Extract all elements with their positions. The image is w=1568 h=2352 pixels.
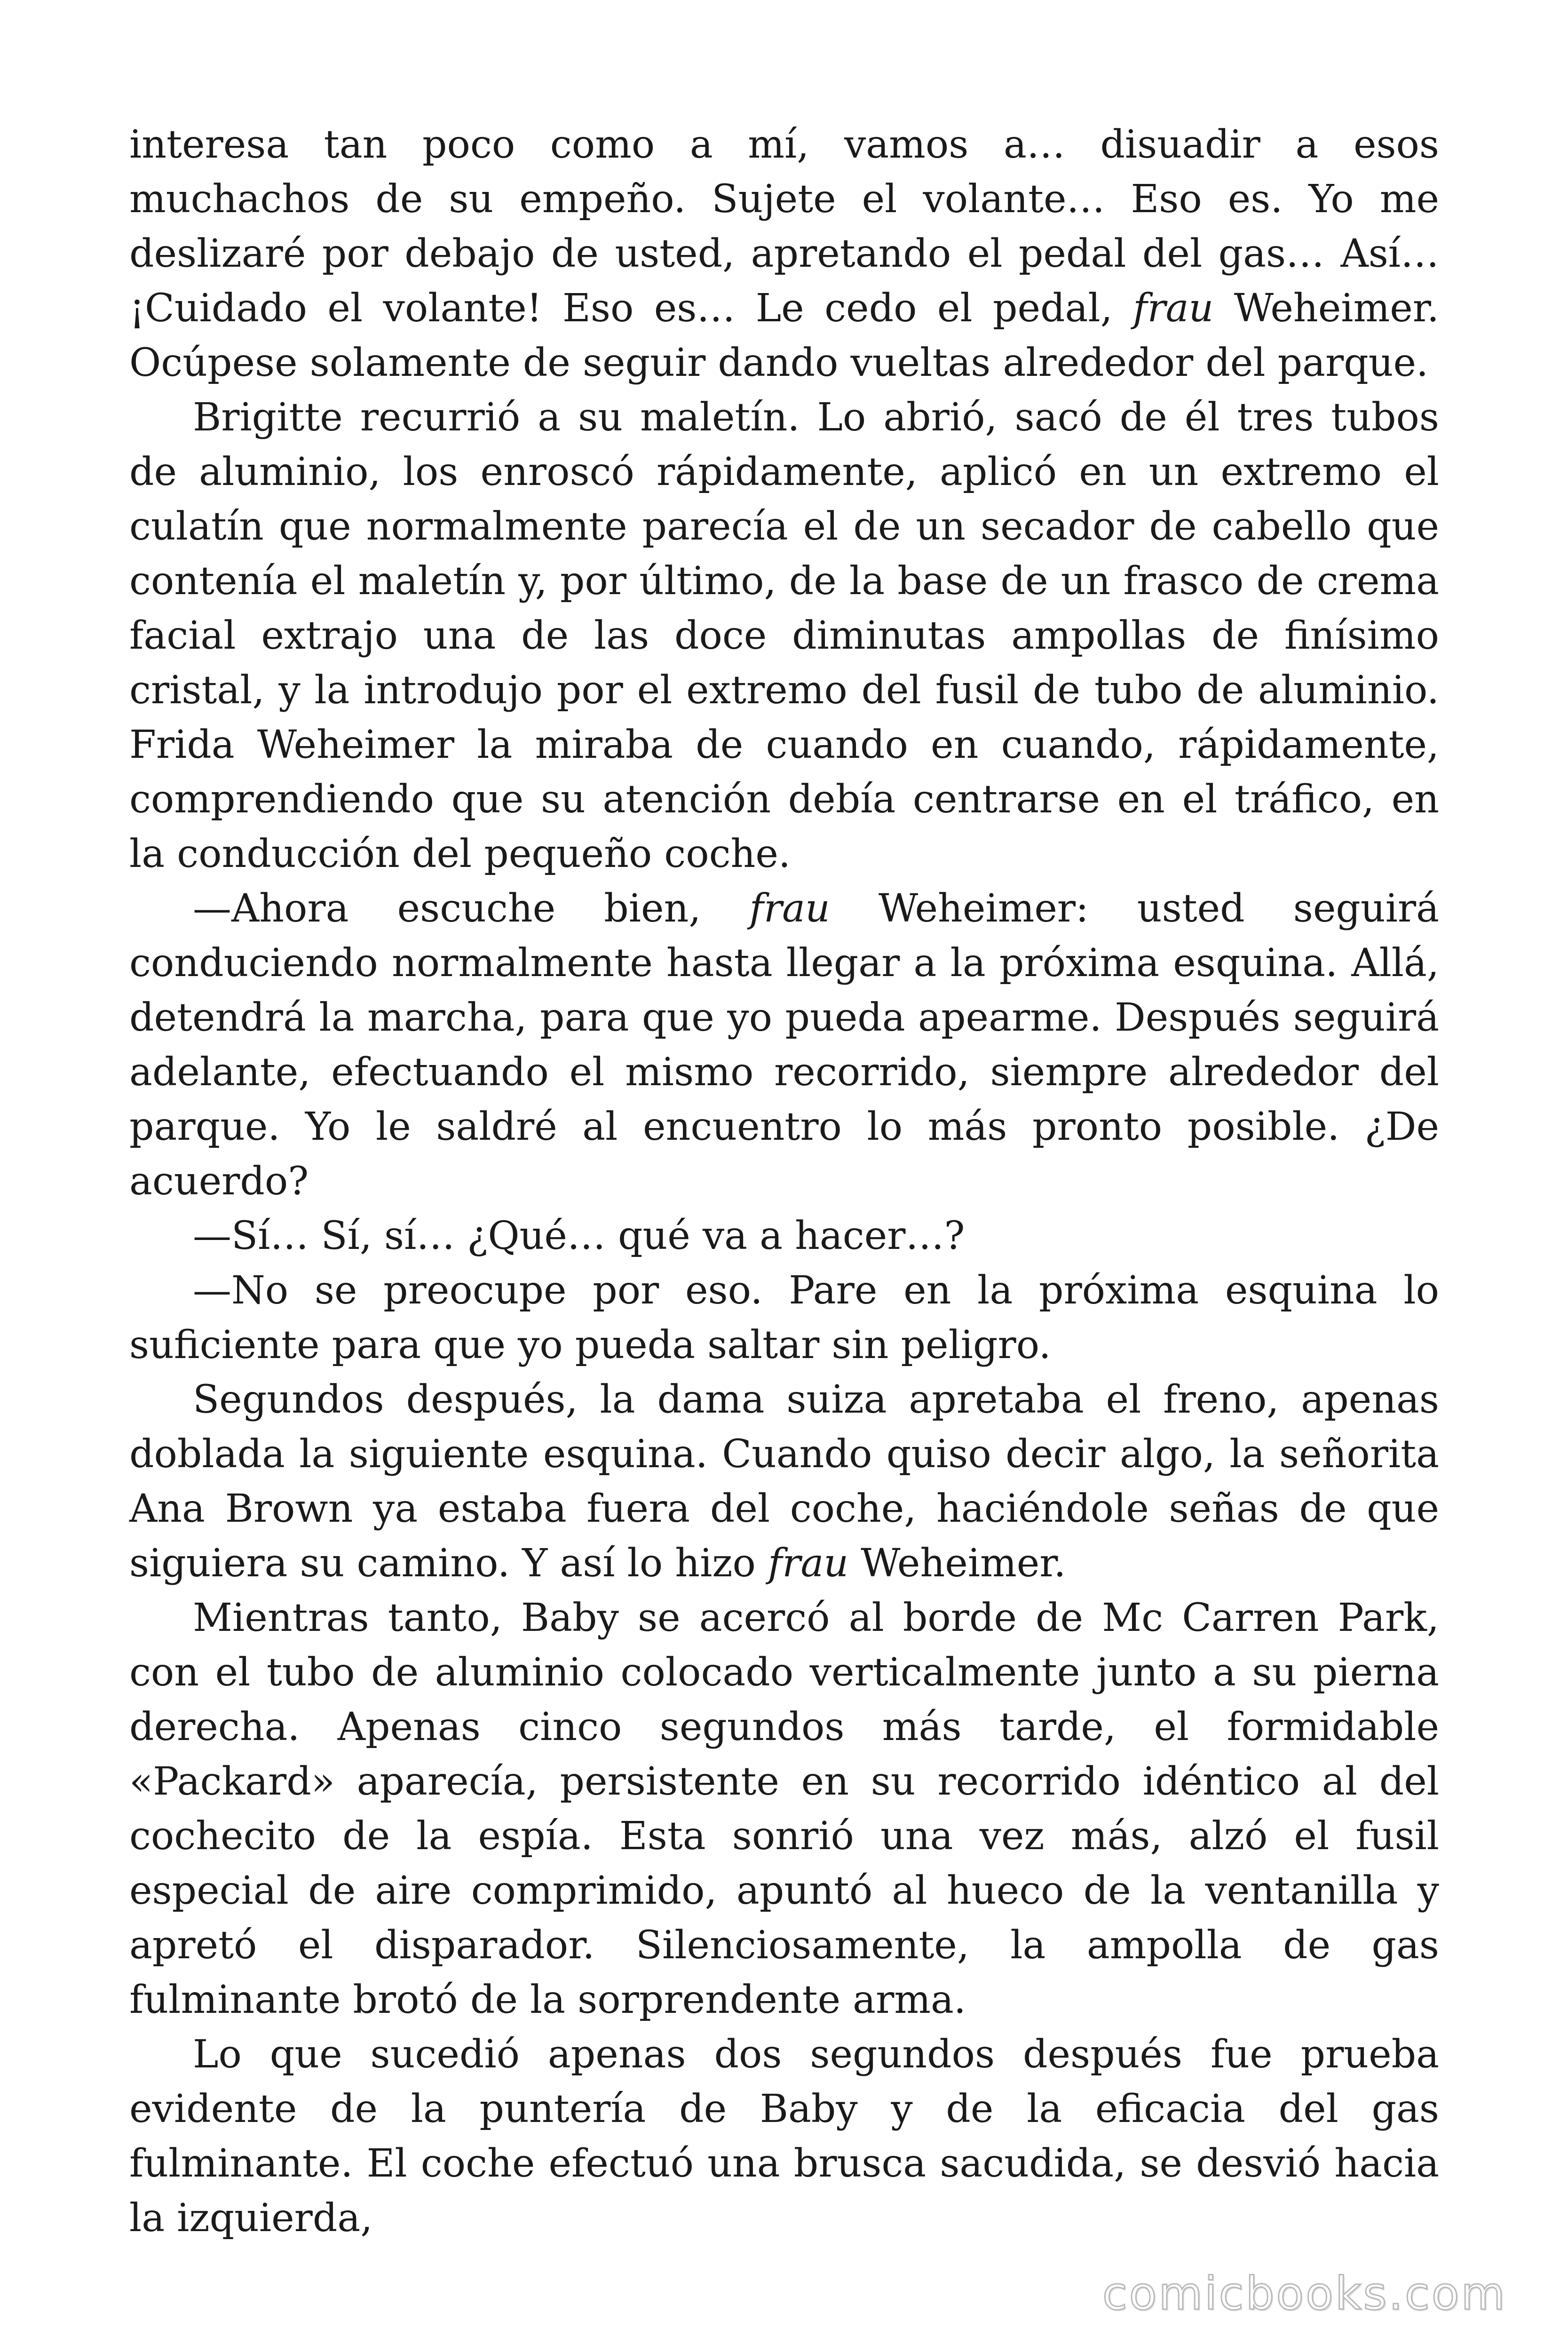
paragraph <box>129 882 1439 1209</box>
paragraph <box>129 2027 1439 2246</box>
paragraph-text: Segundos después, la dama suiza apretaba el freno, apenas doblada la siguiente esquina. Cuando quiso decir algo, la señorita Ana Brown ya estaba fuera del coche, haciéndole señas de que siguiera su camino. Y así lo hizo <box>129 1377 1439 1586</box>
italic-text: frau <box>749 886 830 931</box>
paragraph <box>129 1209 1439 1263</box>
paragraph-text: —No se preocupe por eso. Pare en la próxima esquina lo suficiente para que yo pueda saltar sin peligro. <box>129 1268 1439 1367</box>
paragraph-text: Lo que sucedió apenas dos segundos después fue prueba evidente de la puntería de Baby y de la eficacia del gas fulminante. El coche efectuó una brusca sacudida, se desvió hacia la izquierda, <box>129 2032 1439 2241</box>
paragraph <box>129 118 1439 390</box>
page-body-text <box>129 118 1439 2246</box>
paragraph <box>129 1263 1439 1373</box>
paragraph-text: —Sí… Sí, sí… ¿Qué… qué va a hacer…? <box>193 1214 965 1258</box>
paragraph <box>129 1373 1439 1591</box>
paragraph-text: interesa tan poco como a mí, vamos a… disuadir a esos muchachos de su empeño. Sujete el volante… Eso es. Yo me deslizaré por debajo de usted, apretando el pedal del gas… Así… ¡Cuidado el volante! Eso es… Le cedo el pedal, <box>129 122 1439 331</box>
paragraph <box>129 1591 1439 2027</box>
paragraph-text: Brigitte recurrió a su maletín. Lo abrió, sacó de él tres tubos de aluminio, los enroscó rápidamente, aplicó en un extremo el culatín que normalmente parecía el de un secador de cabello que contenía el maletín y, por último, de la base de un frasco de crema facial extrajo una de las doce diminutas ampollas de finísimo cristal, y la introdujo por el extremo del fusil de tubo de aluminio. Frida Weheimer la miraba de cuando en cuando, rápidamente, comprendiendo que su atención debía centrarse en el tráfico, en la conducción del pequeño coche. <box>129 395 1439 876</box>
watermark-logo: comicbooks.com <box>1102 2267 1507 2320</box>
italic-text: frau <box>1133 286 1214 331</box>
italic-text: frau <box>768 1541 849 1586</box>
paragraph-text: Weheimer. <box>848 1541 1066 1586</box>
paragraph <box>129 390 1439 882</box>
paragraph-text: Weheimer: usted seguirá conduciendo normalmente hasta llegar a la próxima esquina. Allá, detendrá la marcha, para que yo pueda apearme. Después seguirá adelante, efectuando el mismo recorrido, siempre alrededor del parque. Yo le saldré al encuentro lo más pronto posible. ¿De acuerdo? <box>129 886 1439 1204</box>
paragraph-text: —Ahora escuche bien, <box>193 886 750 931</box>
paragraph-text: Mientras tanto, Baby se acercó al borde de Mc Carren Park, con el tubo de aluminio colocado verticalmente junto a su pierna derecha. Apenas cinco segundos más tarde, el formidable «Packard» aparecía, persistente en su recorrido idéntico al del cochecito de la espía. Esta sonrió una vez más, alzó el fusil especial de aire comprimido, apuntó al hueco de la ventanilla y apretó el disparador. Silenciosamente, la ampolla de gas fulminante brotó de la sorprendente arma. <box>129 1596 1439 2022</box>
paragraph-text: Weheimer. Ocúpese solamente de seguir dando vueltas alrededor del parque. <box>129 286 1439 385</box>
